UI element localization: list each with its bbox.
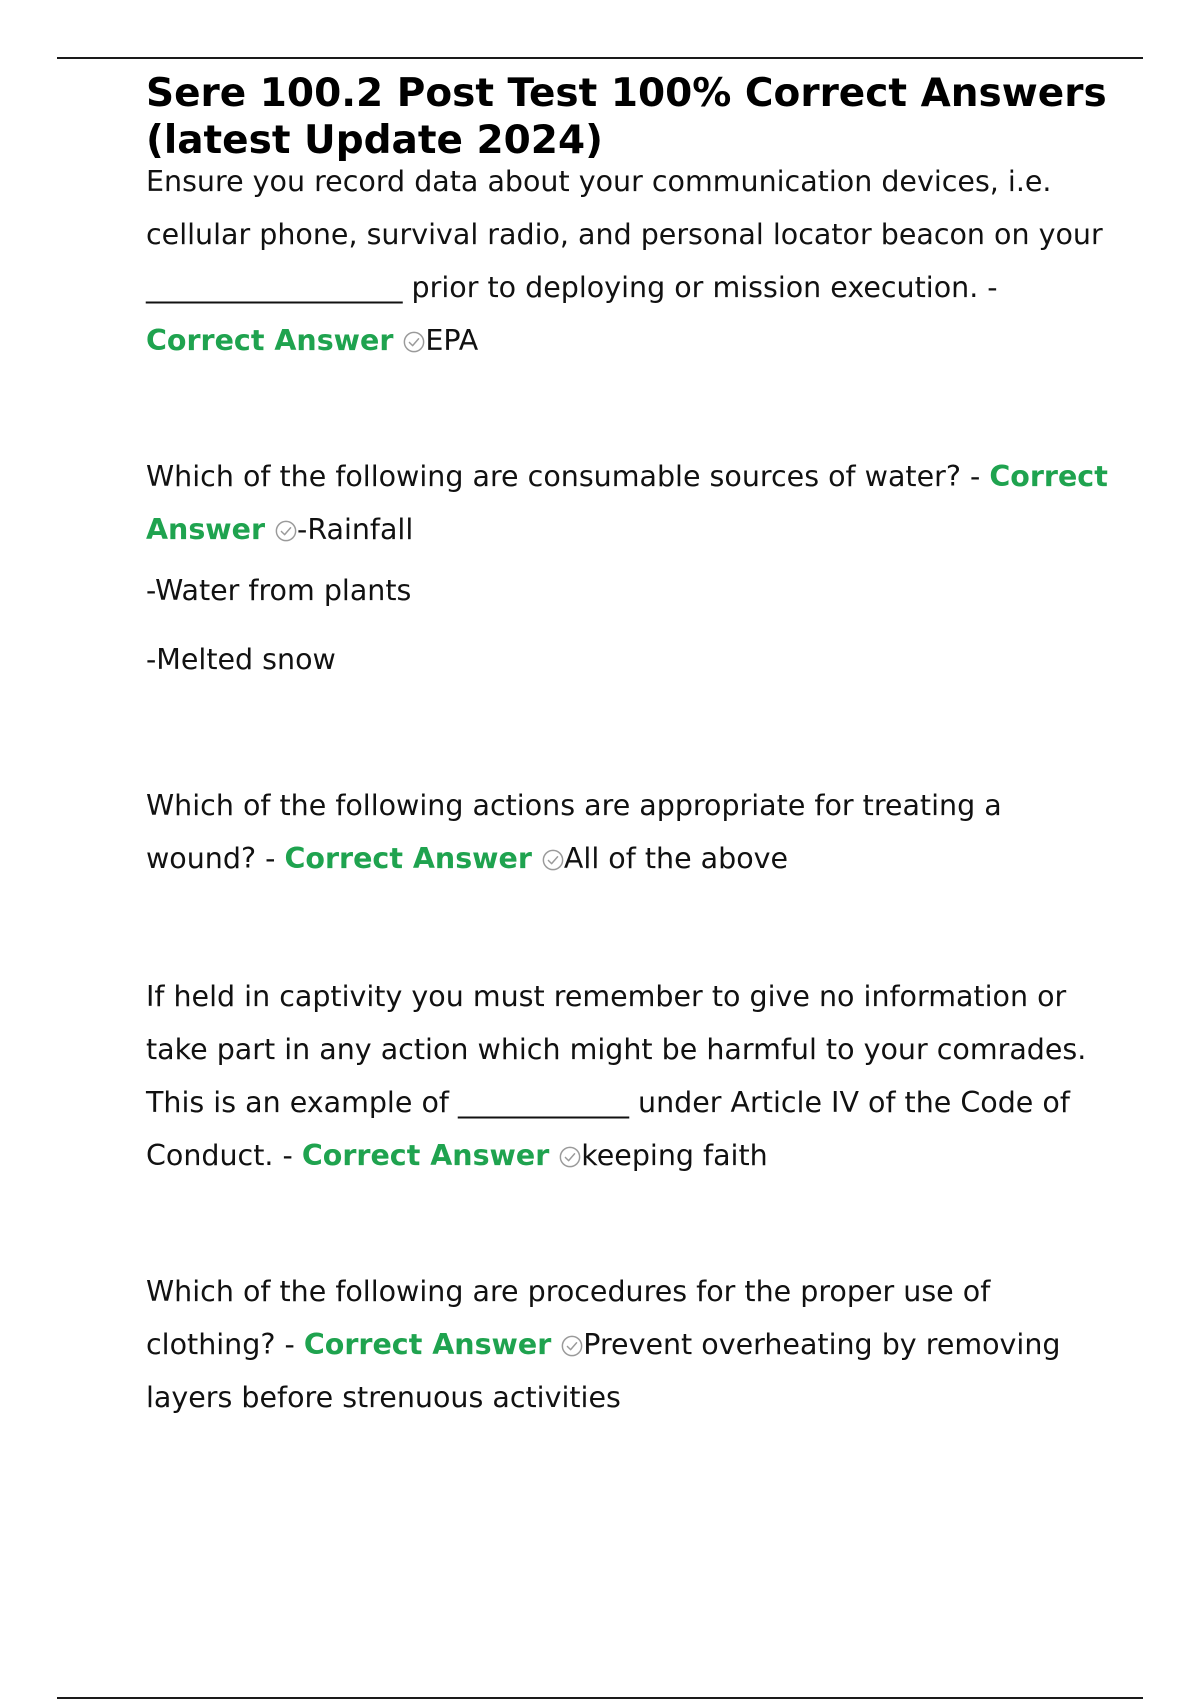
question-block-3 — [146, 779, 1116, 885]
question-3-answer: All of the above — [563, 842, 789, 875]
question-4-answer: keeping faith — [581, 1139, 768, 1172]
question-4-prompt: If held in captivity you must remember to give no information or take part in any action which might be harmful to your comrades. This is an example of ____________ under Article IV of the Code of Conduct. - — [146, 980, 1087, 1172]
correct-answer-label: Correct Answer — [146, 460, 1108, 546]
correct-answer-label: Correct Answer — [301, 1139, 550, 1172]
check-circle-icon — [275, 520, 297, 542]
question-5-answer: Prevent overheating by removing layers before strenuous activities — [146, 1328, 1061, 1414]
question-2-answer: -Rainfall — [297, 513, 414, 546]
document-body — [146, 70, 1116, 1424]
question-1 — [146, 155, 1116, 367]
question-5-prompt: Which of the following are procedures for the proper use of clothing? - — [146, 1275, 991, 1361]
question-3-prompt: Which of the following actions are appropriate for treating a wound? - — [146, 789, 1002, 875]
check-circle-icon — [542, 849, 564, 871]
question-3 — [146, 779, 1116, 885]
correct-answer-label: Correct Answer — [284, 842, 532, 875]
question-block-2 — [146, 450, 1116, 694]
question-block-1 — [146, 155, 1116, 367]
question-1-answer: EPA — [425, 324, 479, 357]
check-circle-icon — [559, 1146, 581, 1168]
document-title: Sere 100.2 Post Test 100% Correct Answers (latest Update 2024) — [146, 71, 1107, 163]
top-rule — [57, 57, 1143, 59]
correct-answer-label: Correct Answer — [146, 324, 394, 357]
question-5 — [146, 1265, 1116, 1424]
check-circle-icon — [561, 1335, 583, 1357]
question-2-prompt: Which of the following are consumable sources of water? - — [146, 460, 990, 493]
question-block-4 — [146, 970, 1116, 1182]
correct-answer-label: Correct Answer — [303, 1328, 552, 1361]
question-2-extra-2: -Melted snow — [146, 643, 336, 676]
question-2 — [146, 450, 1116, 556]
question-block-5 — [146, 1265, 1116, 1424]
question-2-extra-1: -Water from plants — [146, 574, 412, 607]
bottom-rule — [57, 1697, 1143, 1699]
check-circle-icon — [403, 331, 425, 353]
question-1-prompt: Ensure you record data about your communication devices, i.e. cellular phone, survival radio, and personal locator beacon on your __________________ prior to deploying or mission execution. - — [146, 165, 1103, 304]
question-4 — [146, 970, 1116, 1182]
